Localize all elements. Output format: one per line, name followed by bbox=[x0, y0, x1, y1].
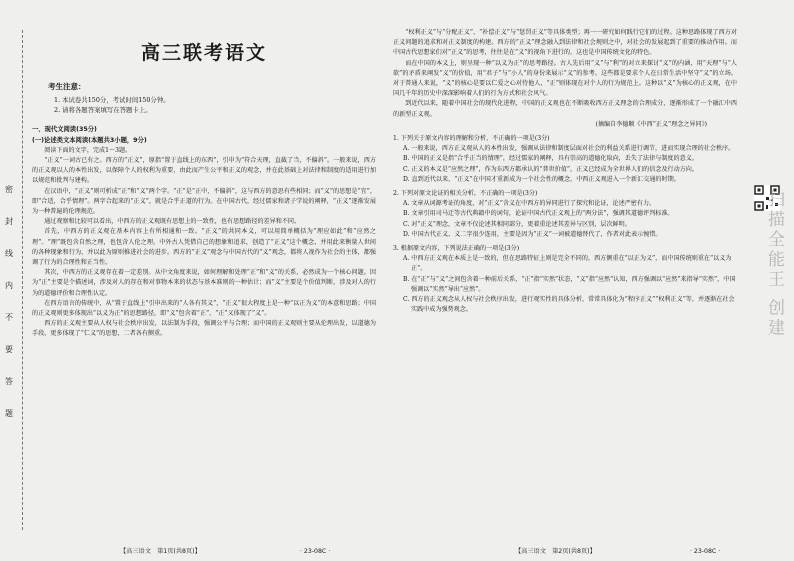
notice-heading: 考生注意： bbox=[48, 82, 86, 92]
passage bbox=[32, 156, 376, 340]
question-option: A. 中西方正义观在本质上是一致的，但在思路特征上则是完全不同的，西方侧重在“以正为义”，而中国传统则重在“以义为正”。 bbox=[403, 255, 732, 273]
watermark-text: 扫描全能王 创建 bbox=[764, 190, 784, 339]
question-option: D. 中国古代正义、义二字很少连用，主要是因为“正义”一词被道德替代了，作者对此表示惋惜。 bbox=[403, 230, 662, 238]
paragraph: 而在中国的本义上，则呈现一种“以义为正”的思考路径。古人先后用“义”与“利”的对立来探讨“义”的内涵，用“天理”与“人欲”的矛盾来阐发“义”的价值，用“君子”与“小人”的身份来展示“义”的参考。这些都是要求个人在日常生活中坚守“义”的立场。对于普通人来说，“义”的核心是要以仁爱之心对待他人，“正”则体现在对个人的行为规范上。这种以“义”为核心的正义观，在中国几千年的历史中深深影响着人们的行为方式和社会风气。 bbox=[393, 59, 737, 98]
paragraph: 其次，中西方的正义观存在着一定差别。从中文角度来说，如何理解和处理“正”和“义”的关系，必然成为一个核心问题。因为“正”主要是个描述词，涉及对人的存在和对事物本来的状态与基本准则的一种估计；而“义”主要是个价值判断，涉及对人的行为的道德评价和合理性认定。 bbox=[32, 269, 376, 297]
passage-continued bbox=[393, 28, 737, 120]
binding-line bbox=[22, 30, 23, 530]
question bbox=[393, 134, 737, 185]
question-option: A. 一般来说，西方正义观从人的本性出发，强调从法律和制度层面对社会的利益关系进行调节，进而实现合理的社会秩序。 bbox=[403, 145, 735, 153]
notice-list bbox=[54, 95, 376, 115]
binding-char: 内 bbox=[5, 281, 13, 290]
binding-char: 线 bbox=[5, 249, 13, 258]
paragraph: 在汉语中，“正义”则可析成“正”和“义”两个字。“正”是“正中，不偏斜”，这与西方的意思有些相同；而“义”的思想是“宜”，即“合适，合乎情理”。两字合起来的“正义”，就是合乎正道的行为。在中国古代，经过儒家和诸子学说的阐释，“正义”逐渐发展为一种普遍的伦理规范。 bbox=[32, 187, 376, 216]
page-2 bbox=[393, 28, 737, 541]
binding-char: 不 bbox=[5, 313, 13, 322]
binding-char: 封 bbox=[5, 217, 13, 226]
paragraph: 通过观察和比较可以看出，中西方的正义观既有思想上的一致性，也有思想路径的差异和不同。 bbox=[44, 218, 301, 226]
question bbox=[393, 244, 737, 315]
binding-char: 答 bbox=[5, 377, 13, 386]
page-1-code: · 23-08C · bbox=[300, 548, 331, 555]
paragraph: 到近代以来，随着中国社会的现代化进程，中国的正义观也在不断吸收西方正义理念的合理成分，逐渐形成了一个融汇中西的新型正义观。 bbox=[393, 100, 737, 118]
question-option: B. 文章引用司马迁等古代典籍中的词句，论证中国古代正义观上的“两分法”，强调其道德评判标准。 bbox=[403, 210, 674, 218]
page-1-footer: 【高三语文 第1页(共8页)】 bbox=[120, 548, 201, 555]
question-stem: 1. 下列关于原文内容的理解和分析，不正确的一项是(3分) bbox=[393, 135, 550, 143]
binding-margin bbox=[2, 185, 16, 418]
notice-item: 1. 本试卷共150分，考试时间150分钟。 bbox=[54, 96, 170, 105]
binding-char: 要 bbox=[5, 345, 13, 354]
question-stem: 2. 下列对原文论证的相关分析，不正确的一项是(3分) bbox=[393, 190, 538, 198]
question-option: B. 中国的正义是指“合乎正当的情理”，经过儒家的阐释，具有崇高的道德化取向，丢失了法律与制度的意义。 bbox=[403, 155, 698, 163]
paragraph: 西方的正义观主要从人权与社会秩序出发，以法制为手段，强调公平与合理；而中国的正义观则主要从伦理出发，以道德为手段，更多体现了“仁义”的思想，二者各有侧重。 bbox=[32, 320, 376, 338]
question-option: C. 正义的本义是“应然之理”，作为东西方都承认的“普世价值”，正义已经成为全世界人们的信念及行动方向。 bbox=[403, 165, 698, 173]
binding-char: 密 bbox=[5, 185, 13, 194]
page-1 bbox=[32, 28, 376, 541]
instruction: 阅读下面的文字，完成1～3题。 bbox=[44, 146, 132, 154]
question-option: D. 直到近代以来，“正义”在中国才重新成为一个社会性的概念，中西正义观进入一个新汇交通的时期。 bbox=[403, 175, 680, 183]
binding-char: 题 bbox=[5, 409, 13, 418]
paragraph: “权利正义”与“分配正义”、“补偿正义”与“惩罚正义”等具体类型；再一一研究如何践行它们的过程。这种思路体现了西方对正义问题的追求和对正义制度的构建。西方的“正义”理念融入到法律和社会规则之中，对社会的发展起到了重要的推动作用。而中国古代思想家们对“正义”的思考，往往是在“义”的视角下进行的，这也是中国传统文化的特色。 bbox=[393, 29, 737, 57]
paragraph: 首先，中西方的正义观在基本内容上有所相通和一致。“正义”的共同本义，可以用简单概括为“理应如此”和“应然之理”。“理”既包含自然之理，也包含人伦之理。中外古人凭借自己的想象和追求，创造了“正义”这个概念，并用此来衡量人世间的各种现象和行为，并以此为原则推进社会的进步。西方的“正义”观念与中国古代的“义”观念，都将人视作为社会的主体，都强调了行为的合理性和正当性。 bbox=[32, 228, 376, 267]
question bbox=[393, 189, 737, 240]
question-option: C. 西方的正义观念从人权与社会秩序出发，进行观实性的具体分析，常常具体化为“程序正义”“权利正义”等，并逐渐在社会实践中成为强势观念。 bbox=[403, 296, 735, 314]
paragraph: 在西方语言的传统中，从“置于直线上”引申出来的“人各有其义”，“正义”很大程度上是一种“以正为义”的本意和思路；中国的正义观则更多体现出“以义为正”的思想路径，即“义”包含着“正”，“正”又体现了“义”。 bbox=[32, 299, 376, 318]
page-2-code: · 23-08C · bbox=[690, 548, 721, 555]
question-option: C. 对“正义”理念，文章不仅论述其相同部分，更着重论述其差异与区别，层次鲜明。 bbox=[403, 220, 631, 228]
subsection-heading: (一)论述类文本阅读(本题共3小题，9分) bbox=[32, 136, 147, 144]
passage-source: (摘编自李德顺《中西“正义”理念之异同》) bbox=[595, 120, 707, 128]
question-option: B. 在“正”与“义”之间包含着一种前后关系，“正”指“实然”状态，“义”指“应然”认知，西方强调以“应然”来指导“实然”，中国强调以“实然”导出“应然”。 bbox=[403, 275, 736, 293]
section-heading: 一、现代文阅读(35分) bbox=[32, 126, 97, 134]
question-option: A. 文章从词源考证的角度，对“正义”含义在中西方的异同进行了探究和论证，论述严密有力。 bbox=[403, 200, 656, 208]
page-2-footer: 【高三语文 第2页(共8页)】 bbox=[515, 548, 596, 555]
notice-item: 2. 请将各题答案填写在答题卡上。 bbox=[54, 106, 152, 115]
exam-title: 高三联考语文 bbox=[140, 42, 267, 64]
question-list bbox=[393, 134, 737, 315]
scanner-watermark bbox=[754, 40, 784, 510]
question-stem: 3. 根据原文内容，下列说法正确的一项是(3分) bbox=[393, 245, 520, 253]
paragraph: “正义”一词古已有之。西方的“正义”，原指“置于直线上的东西”，引申为“符合天理，直截了当，不偏斜”。一般来说，西方的正义观以人的本性出发，以保障个人的权利为重要，由此而产生公平和正义的观念，并在此基础上对法律和制度的适用进行加以规范和批判与建构。 bbox=[32, 157, 376, 185]
